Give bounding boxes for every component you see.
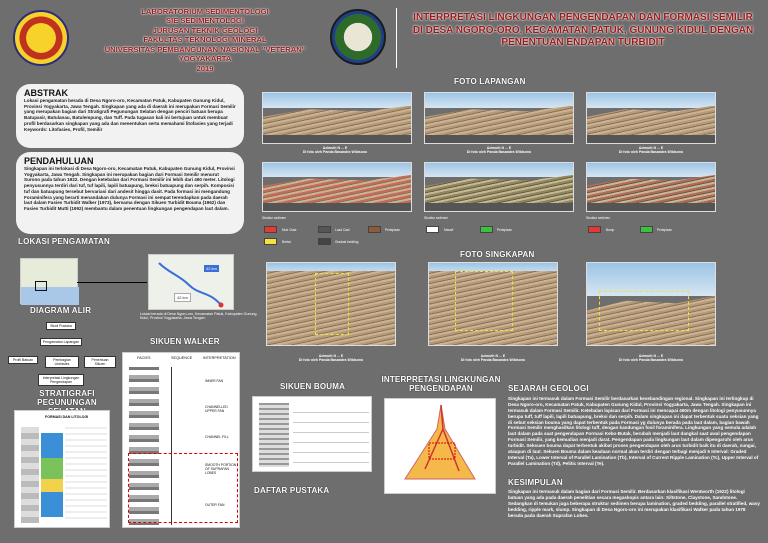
legend-swatch	[368, 226, 381, 233]
route-line	[149, 255, 235, 311]
lab-line: FAKULTAS TEKNOLOGI MINERAL	[143, 35, 267, 45]
legend-group-title: Struktur sedimen	[586, 216, 611, 220]
flow-box-interpretasi: Interpretasi Lingkungan Pengendapan	[38, 374, 84, 386]
legend-label: Perlapisan	[497, 228, 513, 232]
daftar-pustaka-title: DAFTAR PUSTAKA	[254, 486, 330, 495]
kesimpulan-body: Singkapan ini termasuk dalam bagian dari Formasi Semilir. Berdasarkan klasifikasi Wentworth (1922) litologi batuan yang ada pada daerah penelitian secara megaskopis antara lain: Siltstone, Claystone, Sandstone. Sedangkan di temukan juga beberapa struktur sedimen berupa lamination, graded bedding, parallel stratified, wavy bedding, ripple mark, slump. Singkapan di Desa Ngoro-oro ini merupakan klasifikasi Walker pada tahun 1978 berada pada daerah Suprafan Lobes.	[508, 489, 760, 518]
bouma-diagram	[252, 396, 372, 472]
sikuen-bouma-title: SIKUEN BOUMA	[280, 382, 346, 391]
field-photo-3	[586, 92, 716, 144]
sikuen-walker-title: SIKUEN WALKER	[150, 337, 220, 346]
lab-header	[90, 7, 320, 73]
abstrak-keywords: Keywords: Litofasies, Profil, Semilir	[24, 126, 103, 132]
walker-highlight	[128, 453, 238, 523]
walker-label: CHANNELLED UPPER FAN	[205, 405, 228, 413]
walker-label: OUTER FAN	[205, 503, 225, 507]
stratigrafi-title: STRATIGRAFI PEGUNUNGAN	[37, 389, 97, 407]
legend-swatch	[264, 238, 277, 245]
legend-swatch	[426, 226, 439, 233]
flow-box-profil: Profil Batuan	[8, 356, 38, 364]
lab-line: YOGYAKARTA	[178, 54, 232, 64]
lab-line: 2019	[196, 63, 214, 73]
pendahuluan-box	[16, 152, 244, 234]
walker-label: CHANNEL FILL	[205, 435, 229, 439]
outcrop-photo-1	[266, 262, 396, 346]
photo-caption: Azimuth N ... E Di foto oleh Panda Basandra Wibisono	[460, 354, 526, 362]
stratigrafi-column	[14, 410, 110, 528]
legend-swatch	[640, 226, 653, 233]
lab-logo	[330, 9, 386, 65]
legend-label: Bump	[606, 228, 615, 232]
abstrak-body: Lokasi pengamatan berada di Desa Ngoro-oro, Kecamatan Patuk, Kabupaten Gunung Kidul, Provinsi Yogyakarta, Jawa Tengah. Singkapan yang ada di daerah ini merupakan Formasi Semilir yang merupakan bagian dari Stratigrafi Pegunungan Selatan dengan penciri batuan berupa Batupasir, Batulanau, Batulempung, dan Tuff. Pada tugasan kali ini bertujuan untuk membuat profil berdasarkan singkapan yang ada dan menentukan serta memahami litofasies yang terjadi	[24, 98, 236, 126]
university-logo	[13, 10, 69, 66]
walker-label: SMOOTH PORTION OF SUPRAFAN LOBES	[205, 463, 237, 475]
header-divider	[396, 8, 397, 68]
flow-box-sikuen: Penentuan Sikuen	[84, 356, 116, 368]
photo-caption: Azimuth N ... E Di foto oleh Panda Basandra Wibisono	[302, 146, 368, 154]
field-photo-4	[262, 162, 412, 212]
lab-line: LABORATORIUM SEDIMENTOLOGI	[141, 7, 269, 16]
legend-label: Perlapisan	[385, 228, 401, 232]
interpretasi-diagram	[384, 398, 496, 494]
foto-lapangan-title: FOTO LAPANGAN	[454, 77, 526, 86]
legend-label: Massif	[444, 228, 454, 232]
kesimpulan-title: KESIMPULAN	[508, 478, 563, 487]
walker-diagram	[122, 352, 240, 528]
field-photo-6	[586, 162, 716, 212]
lab-line: UNIVERSITAS PEMBANGUNAN NASIONAL "VETERAN"	[104, 44, 306, 54]
distance-badge: 42 km	[174, 293, 191, 302]
interpretasi-title: INTERPRETASI LINGKUNGAN PENGENDAPAN	[381, 375, 501, 393]
legend-swatch	[588, 226, 601, 233]
outcrop-photo-2	[428, 262, 558, 346]
diagram-alir-title: DIAGRAM ALIR	[30, 306, 92, 315]
legend-swatch	[318, 226, 331, 233]
legend-swatch	[480, 226, 493, 233]
outcrop-photo-3	[586, 262, 716, 346]
legend-label: Mud Clast	[282, 228, 297, 232]
walker-col-header: SEQUENCE	[171, 356, 193, 360]
route-map	[148, 254, 234, 310]
legend-label: Perlapisan	[657, 228, 673, 232]
photo-caption: Azimuth N ... E Di foto oleh Panda Basandra Wibisono	[298, 354, 364, 362]
field-photo-2	[424, 92, 574, 144]
flow-box-litofasies: Pembagian Litofasies	[45, 356, 79, 368]
distance-badge: 42 km	[206, 266, 217, 271]
flow-box-studi-pustaka: Studi Pustaka	[46, 322, 76, 330]
poster-title: INTERPRETASI LINGKUNGAN PENGENDAPAN DAN FORMASI SEMILIR DI DESA NGORO-ORO, KECAMATAN PATUK, GUNUNG KIDUL DENGAN PENENTUAN ENDAPAN TURBIDIT	[412, 12, 754, 48]
foto-singkapan-title: FOTO SINGKAPAN	[460, 250, 535, 259]
map-caption: Lokasi berada di Desa Ngoro-oro, Kecamatan Patuk, Kabupaten Gunung Kidul, Provinsi Yogyakarta, Jawa Tengah.	[140, 312, 257, 320]
legend-swatch	[264, 226, 277, 233]
sejarah-title: SEJARAH GEOLOGI	[508, 384, 589, 393]
lab-line: SIE SEDIMENTOLOGI	[166, 16, 244, 26]
sejarah-body: Singkapan ini termasuk dalam Formasi Semilir berdasarkan kesebandingan regional. Singkapan ini terlingkup di Desa Ngoro-oro, Kecamatan Patuk, Kabupaten Gunung Kidul, Provinsi Yogyakarta, Jawa Tengah. Singkapan ini termasuk dalam Formasi Semilir. Ketebalan lapisan dari Formasi ini mencapai 460m dengan litologi penyusunnya berupa tuff, tuff lapili, lapili batuapung, breksi dan serpih. Dalam singkapan ini dapat terbentuk suatu seksian yang di sebut seksian bouma yang dapat terbentuk pada Formasi yg dulunya berada pada laut dalam, bagian bawah Formasi Semilir menghasilkan litologi tuff, dengan kandungan fosil foraminifera. Lingkungan yang semula adalah laut dalam pada saat pengendapan Formasi Kebo-Butak, berubah menjadi laut dangkal saat awal pengendapan Formasi Semilir, yang kemudian menjadi darat. Pengendapan pada lingkungan laut dalam dipengaruhi oleh arus turbidit. Seksuen bouma dapat terbentuk akibat proses pengendapan oleh arus turbidit baik itu di daerah, sungai, ataupun di laut. Sekuen Bouma dalam keadaan normal akan terdiri dengan terbagi menjadi 5 Interval: Graded Interval (Ta), Lower Interval of Parallel Lamination (Tb), Interval of Current Ripple Lamination (Tc), Upper Interval of Parallel Lamination (Td), Pelitic Interval (Te).	[508, 396, 759, 466]
map-connector	[77, 282, 147, 283]
walker-label: INNER FAN	[205, 379, 224, 383]
abstrak-box	[16, 84, 244, 148]
walker-col-header: INTERPRETATION	[203, 356, 236, 360]
pendahuluan-heading: PENDAHULUAN	[24, 156, 94, 166]
lab-line: JURUSAN TEKNIK GEOLOGI	[152, 25, 258, 35]
pendahuluan-body: Singkapan ini terlokasi di Desa Ngoro-oro, Kecamatan Patuk, Kabupaten Gunung Kidul, Provinsi Yogyakarta, Jawa Tengah. Singkapan ini merupakan bagian dari Formasi Semilir menurut Surono pada tahun 1922. Dengan ketebalan dari Formasi Semilir ini lebih dari 460 meter. Litologi penyusunnya terdiri dari tuf, tuf lapili, lapili batuapung, breksi batuapung dan serpih. Komposisi tuf dan batuapung tersebut bervariasi dari andesit hingga dasit. Pada formasi ini mengandung Foraminifera yang berarti menandakan dulunya Formasi ini sempat terendapkan pada daerah laut dalam Fasies Turbidit Walker (1973), bersama dengan Sikuen Turbidit Bouma (1962) dan Fasies Turbidit Mutti (1992) membantu dalam penentuan lingkungan pengendapan laut dalam.	[24, 166, 235, 212]
legend-label: Load Cast	[335, 228, 350, 232]
legend-group-title: Struktur sedimen	[424, 216, 449, 220]
legend-label: Breksi	[282, 240, 291, 244]
legend-group-title: Struktur sedimen	[262, 216, 287, 220]
submarine-fan-sketch	[385, 399, 497, 495]
lokasi-title: LOKASI PENGAMATAN	[18, 237, 110, 246]
legend-label: Gradasi bedding	[335, 240, 359, 244]
photo-caption: Azimuth N ... E Di foto oleh Panda Basandra Wibisono	[466, 146, 532, 154]
legend-swatch	[318, 238, 331, 245]
walker-col-header: FACIES	[137, 356, 151, 360]
flow-box-pengamatan: Pengamatan Lapangan	[40, 338, 82, 346]
stratigrafi-header: FORMASI DAN LITOLOGI	[45, 415, 89, 419]
overview-map	[20, 258, 78, 304]
field-photo-1	[262, 92, 412, 144]
field-photo-5	[424, 162, 574, 212]
photo-caption: Azimuth N ... E Di foto oleh Panda Basandra Wibisono	[618, 146, 684, 154]
abstrak-heading: ABSTRAK	[24, 88, 68, 98]
photo-caption: Azimuth N ... E Di foto oleh Panda Basandra Wibisono	[618, 354, 684, 362]
